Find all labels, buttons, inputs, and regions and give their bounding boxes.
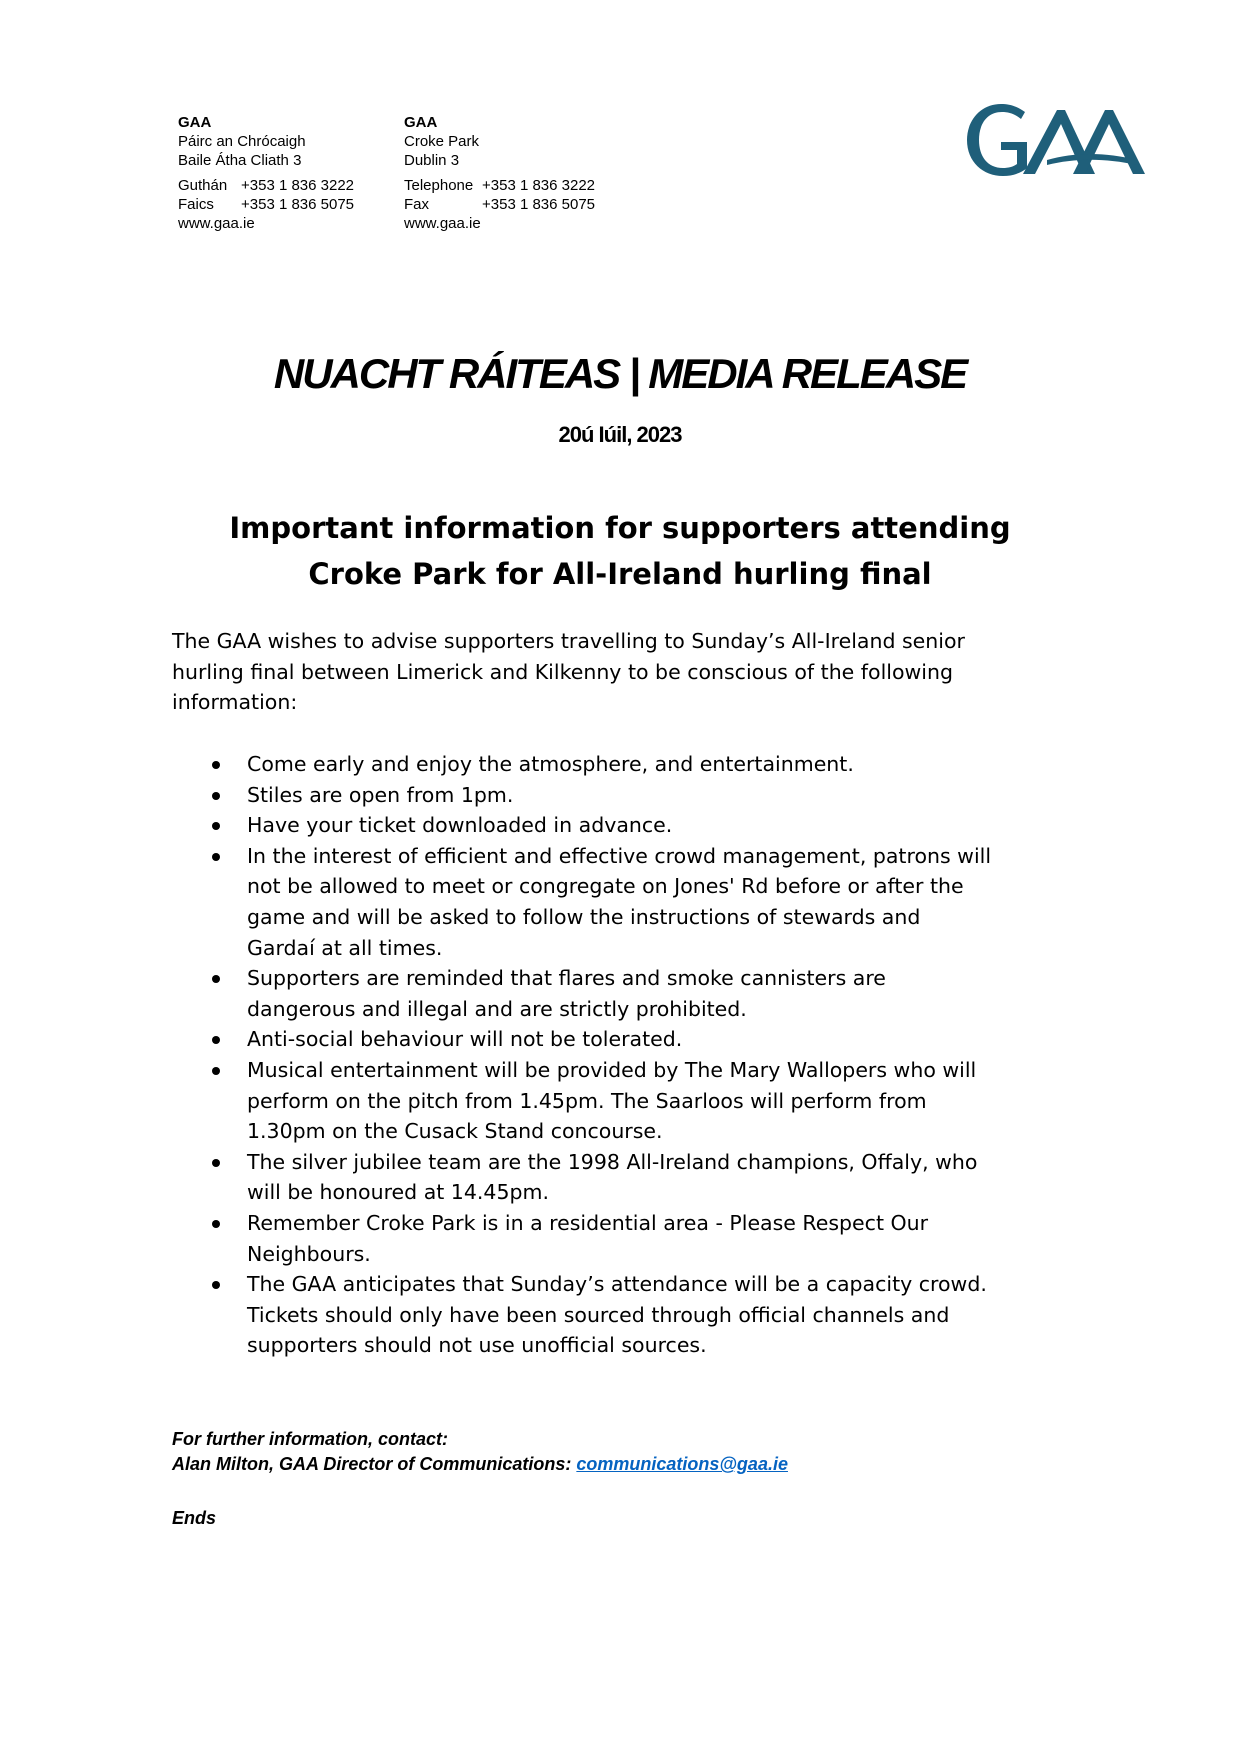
contact-block	[172, 1427, 972, 1477]
fax-number-irish: +353 1 836 5075	[241, 196, 355, 213]
bullet-text: The GAA anticipates that Sunday’s attendance will be a capacity crowd. Tickets should only have been sourced through official channels and supporters should not use unofficial sources.	[247, 1272, 987, 1358]
address-line-1-english: Croke Park	[404, 133, 480, 150]
bullet-icon	[212, 1220, 220, 1228]
fax-row-irish	[178, 195, 388, 214]
phone-label-english: Telephone	[404, 177, 474, 194]
website-english: www.gaa.ie	[404, 215, 481, 232]
list-item	[172, 1024, 992, 1055]
org-name-english: GAA	[404, 114, 438, 131]
contact-heading: For further information, contact:	[172, 1429, 448, 1449]
bullet-text: The silver jubilee team are the 1998 All-Ireland champions, Offaly, who will be honoured at 14.45pm.	[247, 1149, 978, 1205]
list-item	[172, 1208, 992, 1269]
phone-label-irish: Guthán	[178, 177, 228, 194]
phone-row-english	[404, 176, 624, 195]
bullet-text: Musical entertainment will be provided by The Mary Wallopers who will perform on the pitch from 1.45pm. The Saarloos will perform from 1.30pm on the Cusack Stand concourse.	[247, 1057, 977, 1144]
bullet-icon	[212, 853, 220, 861]
phone-number-irish: +353 1 836 3222	[241, 177, 355, 194]
org-name-irish: GAA	[178, 114, 212, 131]
address-line-1-irish: Páirc an Chrócaigh	[178, 133, 306, 150]
list-item	[172, 841, 992, 963]
letterhead-irish-address	[178, 113, 388, 233]
bullet-icon	[212, 1159, 220, 1167]
website-irish: www.gaa.ie	[178, 215, 255, 232]
bullet-text: Stiles are open from 1pm.	[247, 782, 514, 807]
fax-row-english	[404, 195, 624, 214]
bullet-icon	[212, 1036, 220, 1044]
release-date: 20ú Iúil, 2023	[558, 422, 682, 447]
list-item	[172, 1055, 992, 1147]
fax-label-irish: Faics	[178, 196, 214, 213]
bullet-text: Remember Croke Park is in a residential area - Please Respect Our Neighbours.	[247, 1210, 929, 1266]
list-item	[172, 749, 992, 780]
headline	[150, 505, 1090, 597]
bullet-text: Supporters are reminded that flares and smoke cannisters are dangerous and illegal and are strictly prohibited.	[247, 966, 886, 1021]
list-item	[172, 810, 992, 841]
bullet-icon	[212, 761, 220, 769]
bullet-text: Have your ticket downloaded in advance.	[247, 813, 673, 838]
address-line-2-irish: Baile Átha Cliath 3	[178, 152, 302, 169]
phone-number-english: +353 1 836 3222	[482, 177, 596, 194]
info-bullet-list	[172, 749, 992, 1361]
intro-paragraph: The GAA wishes to advise supporters travelling to Sunday’s All-Ireland senior hurling final between Limerick and Kilkenny to be conscious of the following information:	[172, 629, 965, 715]
contact-person-line	[172, 1452, 972, 1477]
bullet-icon	[212, 975, 220, 983]
phone-row-irish	[178, 176, 388, 195]
list-item	[172, 1269, 992, 1361]
bullet-text: In the interest of efficient and effective crowd management, patrons will not be allowed to meet or congregate on Jones' Rd before or after the game and will be asked to follow the instructions of stewards and Gardaí at all times.	[247, 843, 992, 960]
list-item	[172, 963, 992, 1024]
fax-number-english: +353 1 836 5075	[482, 196, 596, 213]
list-item	[172, 1147, 992, 1208]
fax-label-english: Fax	[404, 196, 430, 213]
bullet-icon	[212, 792, 220, 800]
bullet-icon	[212, 1281, 220, 1289]
bullet-icon	[212, 822, 220, 830]
ends-label: Ends	[172, 1508, 217, 1528]
bullet-text: Come early and enjoy the atmosphere, and entertainment.	[247, 752, 854, 776]
gaa-logo	[965, 102, 1147, 180]
letterhead-english-address	[404, 113, 624, 233]
contact-person: Alan Milton, GAA Director of Communications:	[172, 1454, 572, 1474]
release-title: NUACHT RÁITEAS | MEDIA RELEASE	[273, 350, 967, 397]
address-line-2-english: Dublin 3	[404, 152, 460, 169]
headline-line-2: Croke Park for All-Ireland hurling final	[308, 557, 932, 591]
contact-email-link[interactable]: communications@gaa.ie	[576, 1454, 788, 1474]
bullet-icon	[212, 1067, 220, 1075]
headline-line-1: Important information for supporters attending	[229, 511, 1011, 545]
list-item	[172, 780, 992, 811]
bullet-text: Anti-social behaviour will not be tolerated.	[247, 1027, 683, 1052]
